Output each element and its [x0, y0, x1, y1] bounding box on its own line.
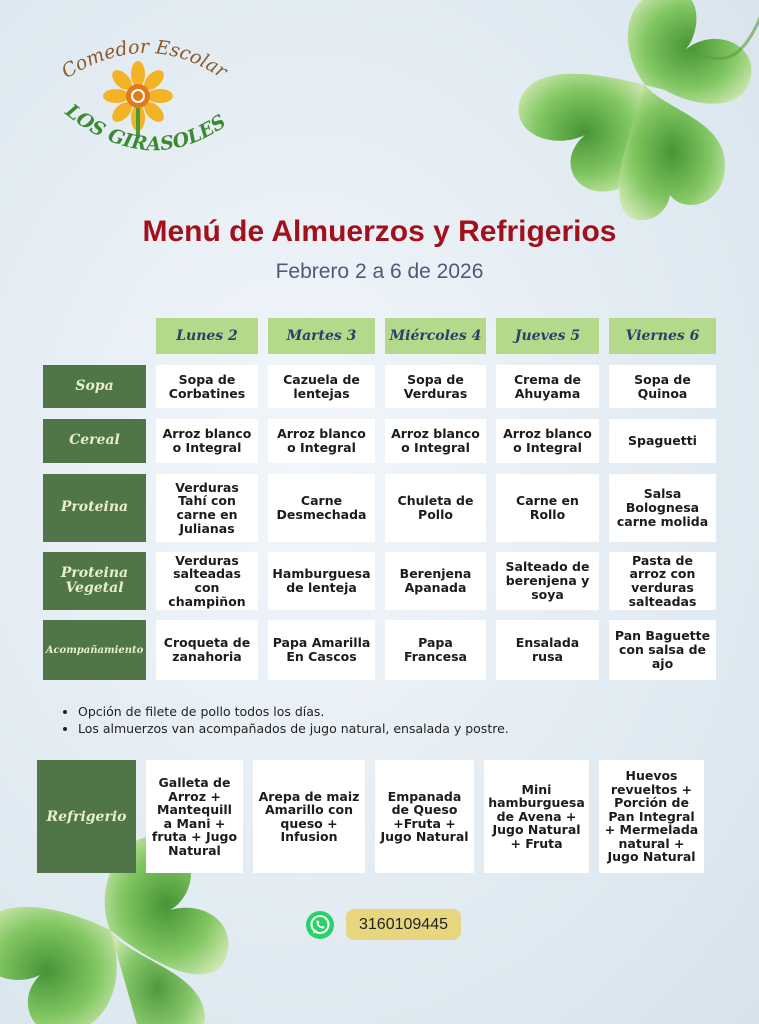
refrigerio-cell: Galleta de Arroz + Mantequill a Mani + fruta + Jugo Natural [146, 760, 243, 873]
menu-cell: Spaguetti [609, 419, 716, 463]
whatsapp-icon [305, 910, 335, 940]
row-label-sopa: Sopa [43, 365, 146, 408]
menu-cell: Verduras salteadas con champiñon [156, 552, 258, 610]
menu-cell: Cazuela de lentejas [268, 365, 375, 408]
row-label-proteina-vegetal: Proteina Vegetal [43, 552, 146, 610]
menu-cell: Sopa de Verduras [385, 365, 486, 408]
day-header: Martes 3 [268, 318, 375, 354]
menu-cell: Sopa de Corbatines [156, 365, 258, 408]
refrigerio-cell: Huevos revueltos + Porción de Pan Integral + Mermelada natural + Jugo Natural [599, 760, 704, 873]
menu-cell: Croqueta de zanahoria [156, 620, 258, 680]
menu-cell: Arroz blanco o Integral [496, 419, 599, 463]
menu-cell: Arroz blanco o Integral [385, 419, 486, 463]
day-header: Lunes 2 [156, 318, 258, 354]
menu-cell: Pan Baguette con salsa de ajo [609, 620, 716, 680]
row-label-acompanamiento: Acompañamiento [43, 620, 146, 680]
notes-list [60, 703, 718, 737]
note-item: • Los almuerzos van acompañados de jugo natural, ensalada y postre. [78, 720, 718, 737]
menu-cell: Verduras Tahí con carne en Julianas [156, 474, 258, 542]
menu-cell: Crema de Ahuyama [496, 365, 599, 408]
menu-cell: Chuleta de Pollo [385, 474, 486, 542]
page-title: Menú de Almuerzos y Refrigerios [142, 215, 617, 248]
menu-cell: Papa Francesa [385, 620, 486, 680]
page-subtitle: Febrero 2 a 6 de 2026 [275, 260, 484, 283]
row-label-refrigerio: Refrigerio [37, 760, 136, 873]
row-label-proteina: Proteina [43, 474, 146, 542]
row-label-cereal: Cereal [43, 419, 146, 463]
clover-decoration [495, 0, 759, 240]
phone-number: 3160109445 [346, 909, 461, 940]
refrigerio-cell: Arepa de maiz Amarillo con queso + Infusion [253, 760, 365, 873]
menu-cell: Arroz blanco o Integral [156, 419, 258, 463]
svg-text:Comedor Escolar [58, 36, 233, 84]
day-header: Jueves 5 [496, 318, 599, 354]
refrigerio-cell: Empanada de Queso +Fruta + Jugo Natural [375, 760, 474, 873]
logo-top-text: Comedor Escolar [57, 35, 232, 83]
day-header: Miércoles 4 [385, 318, 486, 354]
menu-cell: Papa Amarilla En Cascos [268, 620, 375, 680]
menu-cell: Ensalada rusa [496, 620, 599, 680]
menu-cell: Salsa Bolognesa carne molida [609, 474, 716, 542]
logo [48, 28, 248, 178]
menu-cell: Salteado de berenjena y soya [496, 552, 599, 610]
menu-cell: Hamburguesa de lenteja [268, 552, 375, 610]
menu-cell: Carne Desmechada [268, 474, 375, 542]
menu-cell: Berenjena Apanada [385, 552, 486, 610]
day-header: Viernes 6 [609, 318, 716, 354]
logo-bottom-text: LOS GIRASOLES [61, 99, 230, 156]
menu-cell: Carne en Rollo [496, 474, 599, 542]
menu-cell: Arroz blanco o Integral [268, 419, 375, 463]
menu-cell: Sopa de Quinoa [609, 365, 716, 408]
menu-cell: Pasta de arroz con verduras salteadas [609, 552, 716, 610]
refrigerio-cell: Mini hamburguesa de Avena + Jugo Natural + Fruta [484, 760, 589, 873]
note-item: • Opción de filete de pollo todos los días. [78, 703, 718, 720]
